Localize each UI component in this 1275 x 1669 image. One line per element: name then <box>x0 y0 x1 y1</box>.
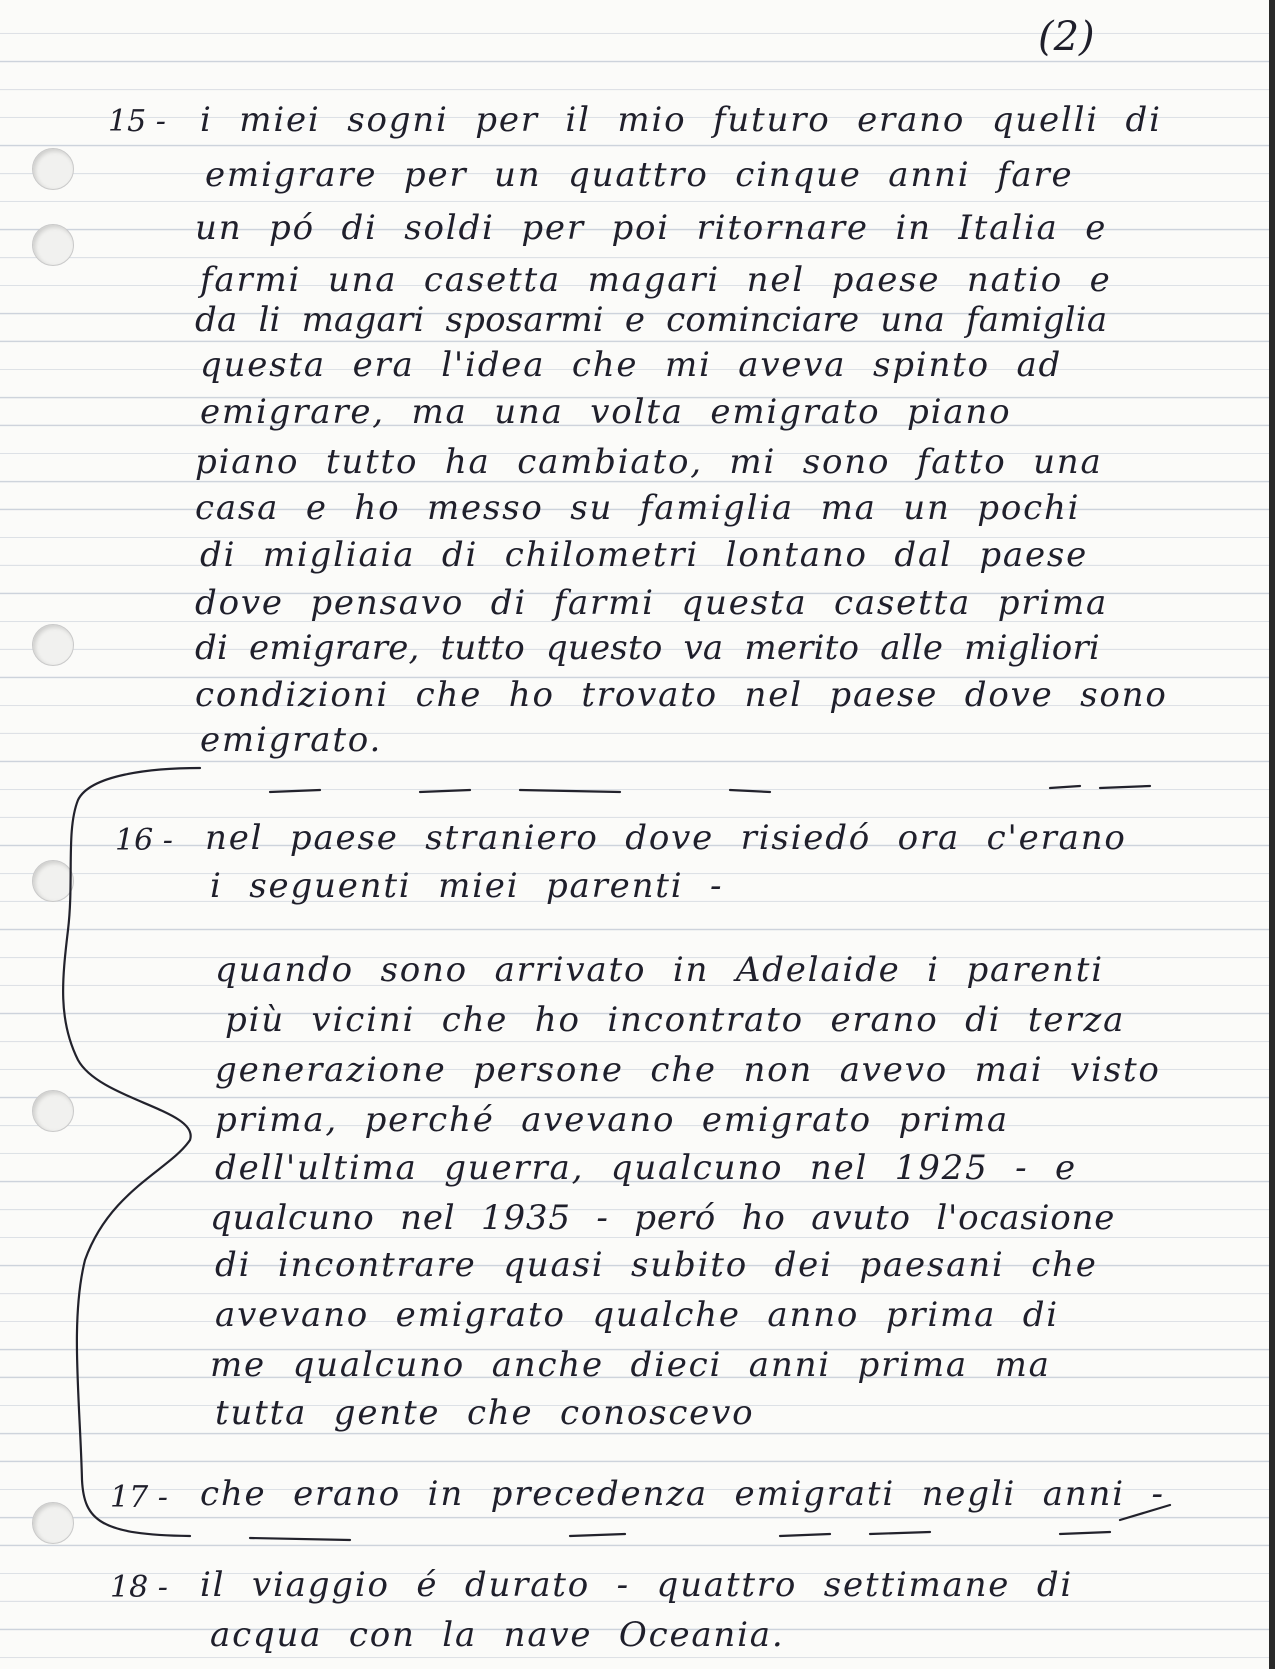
text-line: farmi una casetta magari nel paese natio e <box>200 260 1112 300</box>
text-line: di emigrare, tutto questo va merito alle migliori <box>195 628 1100 668</box>
text-line: nel paese straniero dove risiedó ora c'erano <box>205 818 1127 858</box>
text-line: questa era l'idea che mi aveva spinto ad <box>200 345 1063 385</box>
item-number-15: 15 - <box>108 104 166 139</box>
text-line: casa e ho messo su famiglia ma un pochi <box>195 488 1081 528</box>
item-number-17: 17 - <box>110 1480 168 1515</box>
text-line: tutta gente che conoscevo <box>215 1393 755 1433</box>
text-line: piano tutto ha cambiato, mi sono fatto una <box>195 442 1103 482</box>
text-line: emigrare, ma una volta emigrato piano <box>200 392 1012 432</box>
item-number-18: 18 - <box>110 1570 168 1605</box>
text-line: un pó di soldi per poi ritornare in Italia e <box>195 208 1108 248</box>
text-line: dove pensavo di farmi questa casetta prima <box>195 583 1109 623</box>
text-line: generazione persone che non avevo mai visto <box>215 1050 1161 1090</box>
text-line: da li magari sposarmi e cominciare una famiglia <box>195 300 1108 340</box>
text-line: emigrare per un quattro cinque anni fare <box>205 155 1074 195</box>
text-line: avevano emigrato qualche anno prima di <box>215 1295 1059 1335</box>
page-number: (2) <box>1038 14 1095 60</box>
text-line: di incontrare quasi subito dei paesani che <box>215 1245 1098 1285</box>
text-line: emigrato. <box>200 720 383 760</box>
text-line: quando sono arrivato in Adelaide i parenti <box>215 950 1104 990</box>
text-line: qualcuno nel 1935 - peró ho avuto l'ocasione <box>210 1198 1116 1238</box>
text-line: di migliaia di chilometri lontano dal paese <box>200 535 1089 575</box>
text-line: i seguenti miei parenti - <box>210 866 724 906</box>
text-line: condizioni che ho trovato nel paese dove sono <box>195 675 1168 715</box>
text-line: il viaggio é durato - quattro settimane di <box>200 1565 1074 1605</box>
text-line: dell'ultima guerra, qualcuno nel 1925 - e <box>215 1148 1077 1188</box>
item-number-16: 16 - <box>115 823 173 858</box>
text-line: i miei sogni per il mio futuro erano quelli di <box>200 100 1162 140</box>
text-line: più vicini che ho incontrato erano di terza <box>225 1000 1126 1040</box>
text-line: che erano in precedenza emigrati negli anni - <box>200 1474 1165 1514</box>
text-line: me qualcuno anche dieci anni prima ma <box>210 1345 1051 1385</box>
text-line: acqua con la nave Oceania. <box>210 1615 785 1655</box>
text-line: prima, perché avevano emigrato prima <box>215 1100 1009 1140</box>
